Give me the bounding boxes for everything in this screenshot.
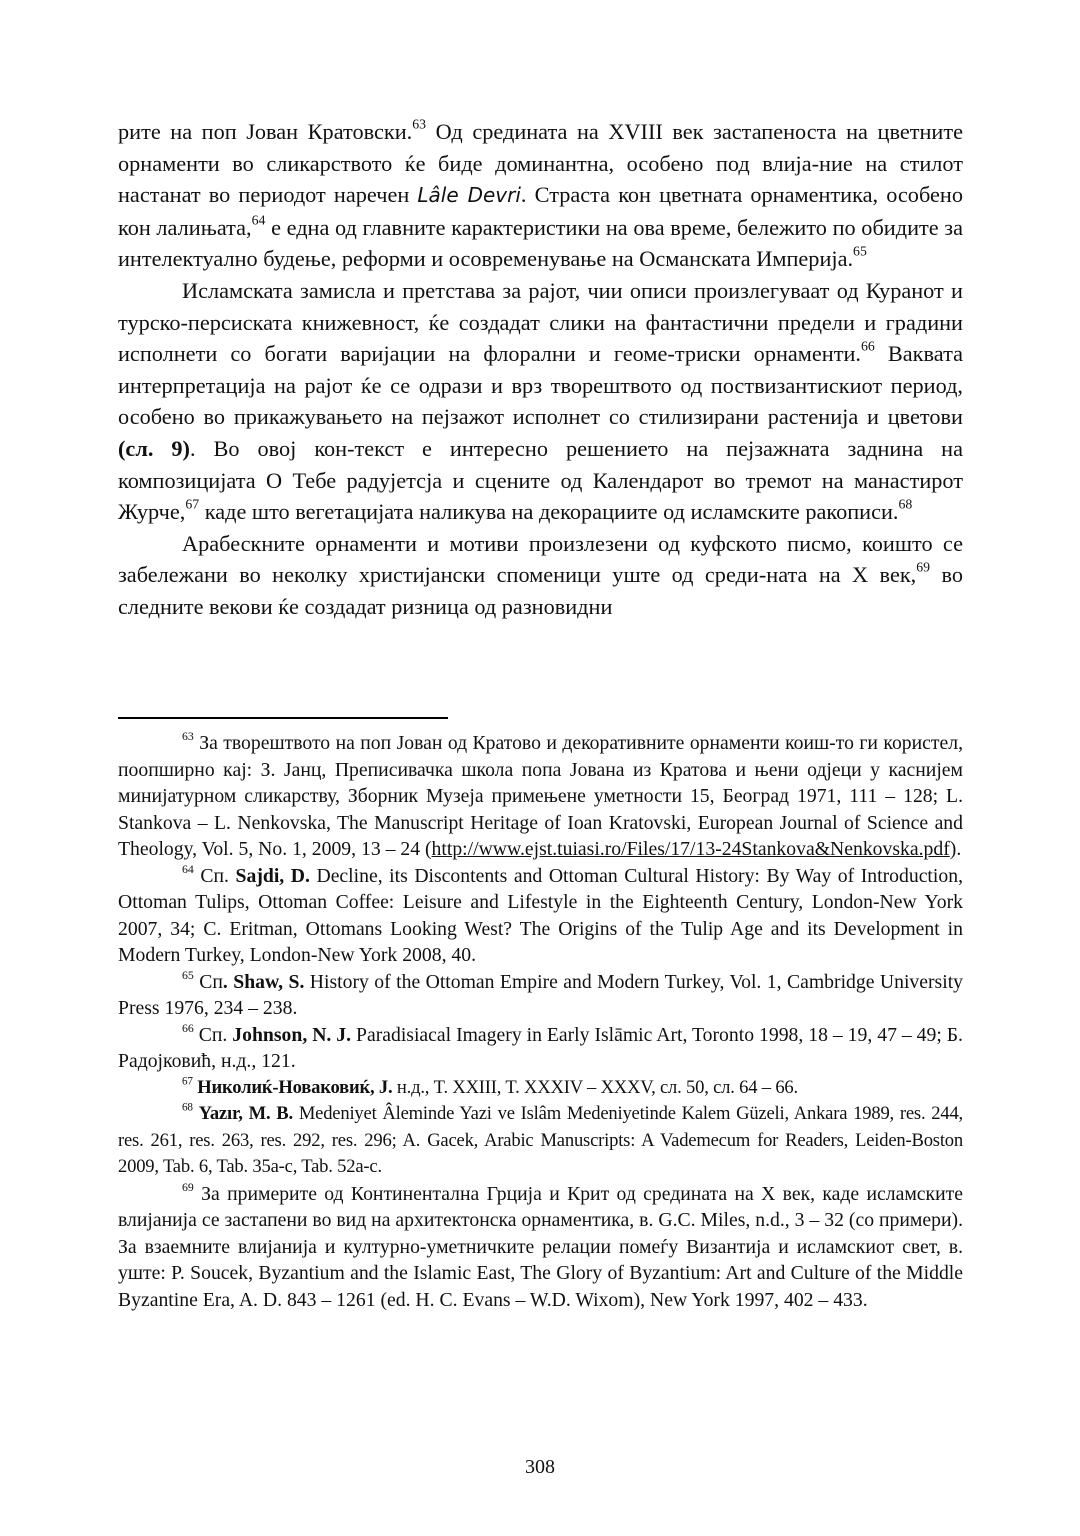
footnote-ref-68[interactable]: 68 xyxy=(898,496,913,512)
footnote-text: Paradisiacal Imagery in Early Islāmic Art, Toronto 1998, 18 – 19, 47 – 49; Б. Радојковић, н.д., 121. xyxy=(118,1023,963,1072)
footnote-number: 64 xyxy=(182,861,194,876)
text-run: Исламската замисла и претстава за рајот, чии описи произлегуваат од Куранот и турско-персиската книжевност, ќе создадат слики на фантастични предели и градини исполнети со богати варијации на флорални и геоме-триски орнаменти. xyxy=(118,277,963,367)
footnote-number: 66 xyxy=(182,1020,194,1035)
footnote-text: ). xyxy=(949,838,962,860)
footnote-text: Сп. xyxy=(193,1023,233,1046)
footnote-number: 65 xyxy=(182,967,194,982)
footnote-text: н.д., T. XXIII, T. XXXIV – XXXV, сл. 50, сл. 64 – 66. xyxy=(392,1076,798,1098)
footnote-ref-63[interactable]: 63 xyxy=(412,116,427,132)
footnote-64 xyxy=(118,863,963,969)
text-run: во следните векови ќе создадат ризница од разновидни xyxy=(118,562,963,619)
text-run: е една од главните карактеристики на ова време, бележито по обидите за интелектуално будење, реформи и осовременување на Османската Империја. xyxy=(118,214,963,272)
footnote-text: Decline, its Discontents and Ottoman Cultural History: By Way of Introduction, Ottoman Tulips, Ottoman Coffee: Leisure and Lifestyle in the Eighteenth Century, London-New York 2007, 34; C. Eritman, Ottomans Looking West? The Origins of the Tulip Age and its Development in Modern Turkey, London-New York 2008, 40. xyxy=(118,864,963,966)
italic-term: Lâle Devri xyxy=(417,183,521,208)
footnote-link[interactable]: http://www.ejst.tuiasi.ro/Files/17/13-24Stankova&Nenkovska.pdf xyxy=(431,838,950,860)
footnote-author: Николиќ-Новаковиќ, J. xyxy=(197,1076,393,1098)
footnote-67 xyxy=(118,1075,963,1102)
text-run: . Страста кон цветната орнаментика, особено кон лалињата, xyxy=(118,182,963,240)
footnote-66 xyxy=(118,1022,963,1075)
footnote-68 xyxy=(118,1101,963,1181)
footnote-author: . Shaw, S. xyxy=(222,970,305,993)
footnote-author: Sajdi, D. xyxy=(235,864,310,887)
figure-reference: (сл. 9) xyxy=(118,435,190,461)
footnote-text: За примерите од Континентална Грција и Крит од средината на X век, каде исламските влијанија се застапени во вид на архитектонска орнаментика, в. G.C. Miles, n.d., 3 – 32 (со примери). За взаемните влијанија и културно-уметничките релации помеѓу Византија и исламскиот свет, в. уште: P. Soucek, Byzantium and the Islamic East, The Glory of Byzantium: Art and Culture of the Middle Byzantine Era, A. D. 843 – 1261 (ed. H. C. Evans – W.D. Wixom), New York 1997, 402 – 433. xyxy=(118,1182,963,1311)
text-run: . Во овој кон-текст е интересно решението на пејзажната заднина на композицијата О Тебе радујетсја и сцените од Календарот во тремот на манастирот Журче, xyxy=(118,435,963,525)
text-run: рите на поп Јован Кратовски. xyxy=(118,119,413,144)
text-run: Арабескните орнаменти и мотиви произлезени од куфското писмо, коишто се забележани во неколку христијански споменици уште од среди-ната на X век, xyxy=(118,530,963,588)
footnote-65 xyxy=(118,969,963,1022)
footnote-ref-65[interactable]: 65 xyxy=(853,244,867,260)
footnote-text: За творештвото на поп Јован од Кратово и декоративните орнаменти коиш-то ги користел, поопширно кај: З. Јанц, Преписивачка школа попа Јована из Кратова и њени одјеци у каснијем минијатурном сликарству, Зборник Музеја примењене уметности 15, Београд 1971, 111 – 128; L. Stankova – L. Nenkovska, The Manuscript Heritage of Ioan Kratovski, European Journal of Science and Theology, Vol. 5, No. 1, 2009, 13 – 24 ( xyxy=(118,732,963,860)
footnote-number: 69 xyxy=(182,1179,194,1194)
paragraph-3 xyxy=(118,528,963,623)
footnote-text: History of the Ottoman Empire and Modern Turkey, Vol. 1, Cambridge University Press 1976, 234 – 238. xyxy=(118,970,964,1019)
footnote-separator xyxy=(118,717,448,719)
footnote-text: Сп xyxy=(193,970,223,993)
text-run: каде што вегетацијата наликува на декорациите од исламските ракописи. xyxy=(199,499,899,525)
paragraph-1 xyxy=(118,116,963,275)
footnote-ref-66[interactable]: 66 xyxy=(861,338,875,354)
text-run: Од средината на XVIII век застапеноста на цветните орнаменти во сликарството ќе биде доминантна, особено под влија-ние на стилот настанат во периодот наречен xyxy=(118,119,963,208)
footnote-69 xyxy=(118,1181,963,1314)
footnote-63 xyxy=(118,730,963,863)
paragraph-2 xyxy=(118,275,963,528)
footnote-number: 63 xyxy=(182,729,194,744)
text-run: Ваквата интерпретација на рајот ќе се одрази и врз творештвото од поствизантискиот период, особено во прикажувањето на пејзажот исполнет со стилизирани растенија и цветови xyxy=(118,341,963,430)
footnote-number: 67 xyxy=(182,1075,193,1088)
footnote-number: 68 xyxy=(182,1101,193,1114)
footnote-text: Medeniyet Âleminde Yazi ve Islâm Medeniyetinde Kalem Güzeli, Ankara 1989, res. 244, res. 261, res. 263, res. 292, res. 296; A. Gacek, Arabic Manuscripts: A Vademecum for Readers, Leiden-Boston 2009, Tab. 6, Tab. 35a-c, Tab. 52a-c. xyxy=(118,1103,964,1177)
footnote-author: Johnson, N. J. xyxy=(232,1023,352,1046)
footnote-ref-69[interactable]: 69 xyxy=(916,559,931,575)
footnote-text: Сп. xyxy=(193,864,236,887)
page-number: 308 xyxy=(525,1456,555,1478)
footnote-ref-67[interactable]: 67 xyxy=(185,496,200,512)
main-text xyxy=(118,116,963,623)
footnote-author: Yazır, M. B. xyxy=(198,1103,293,1124)
footnotes xyxy=(118,730,963,1313)
footnote-ref-64[interactable]: 64 xyxy=(251,212,266,228)
